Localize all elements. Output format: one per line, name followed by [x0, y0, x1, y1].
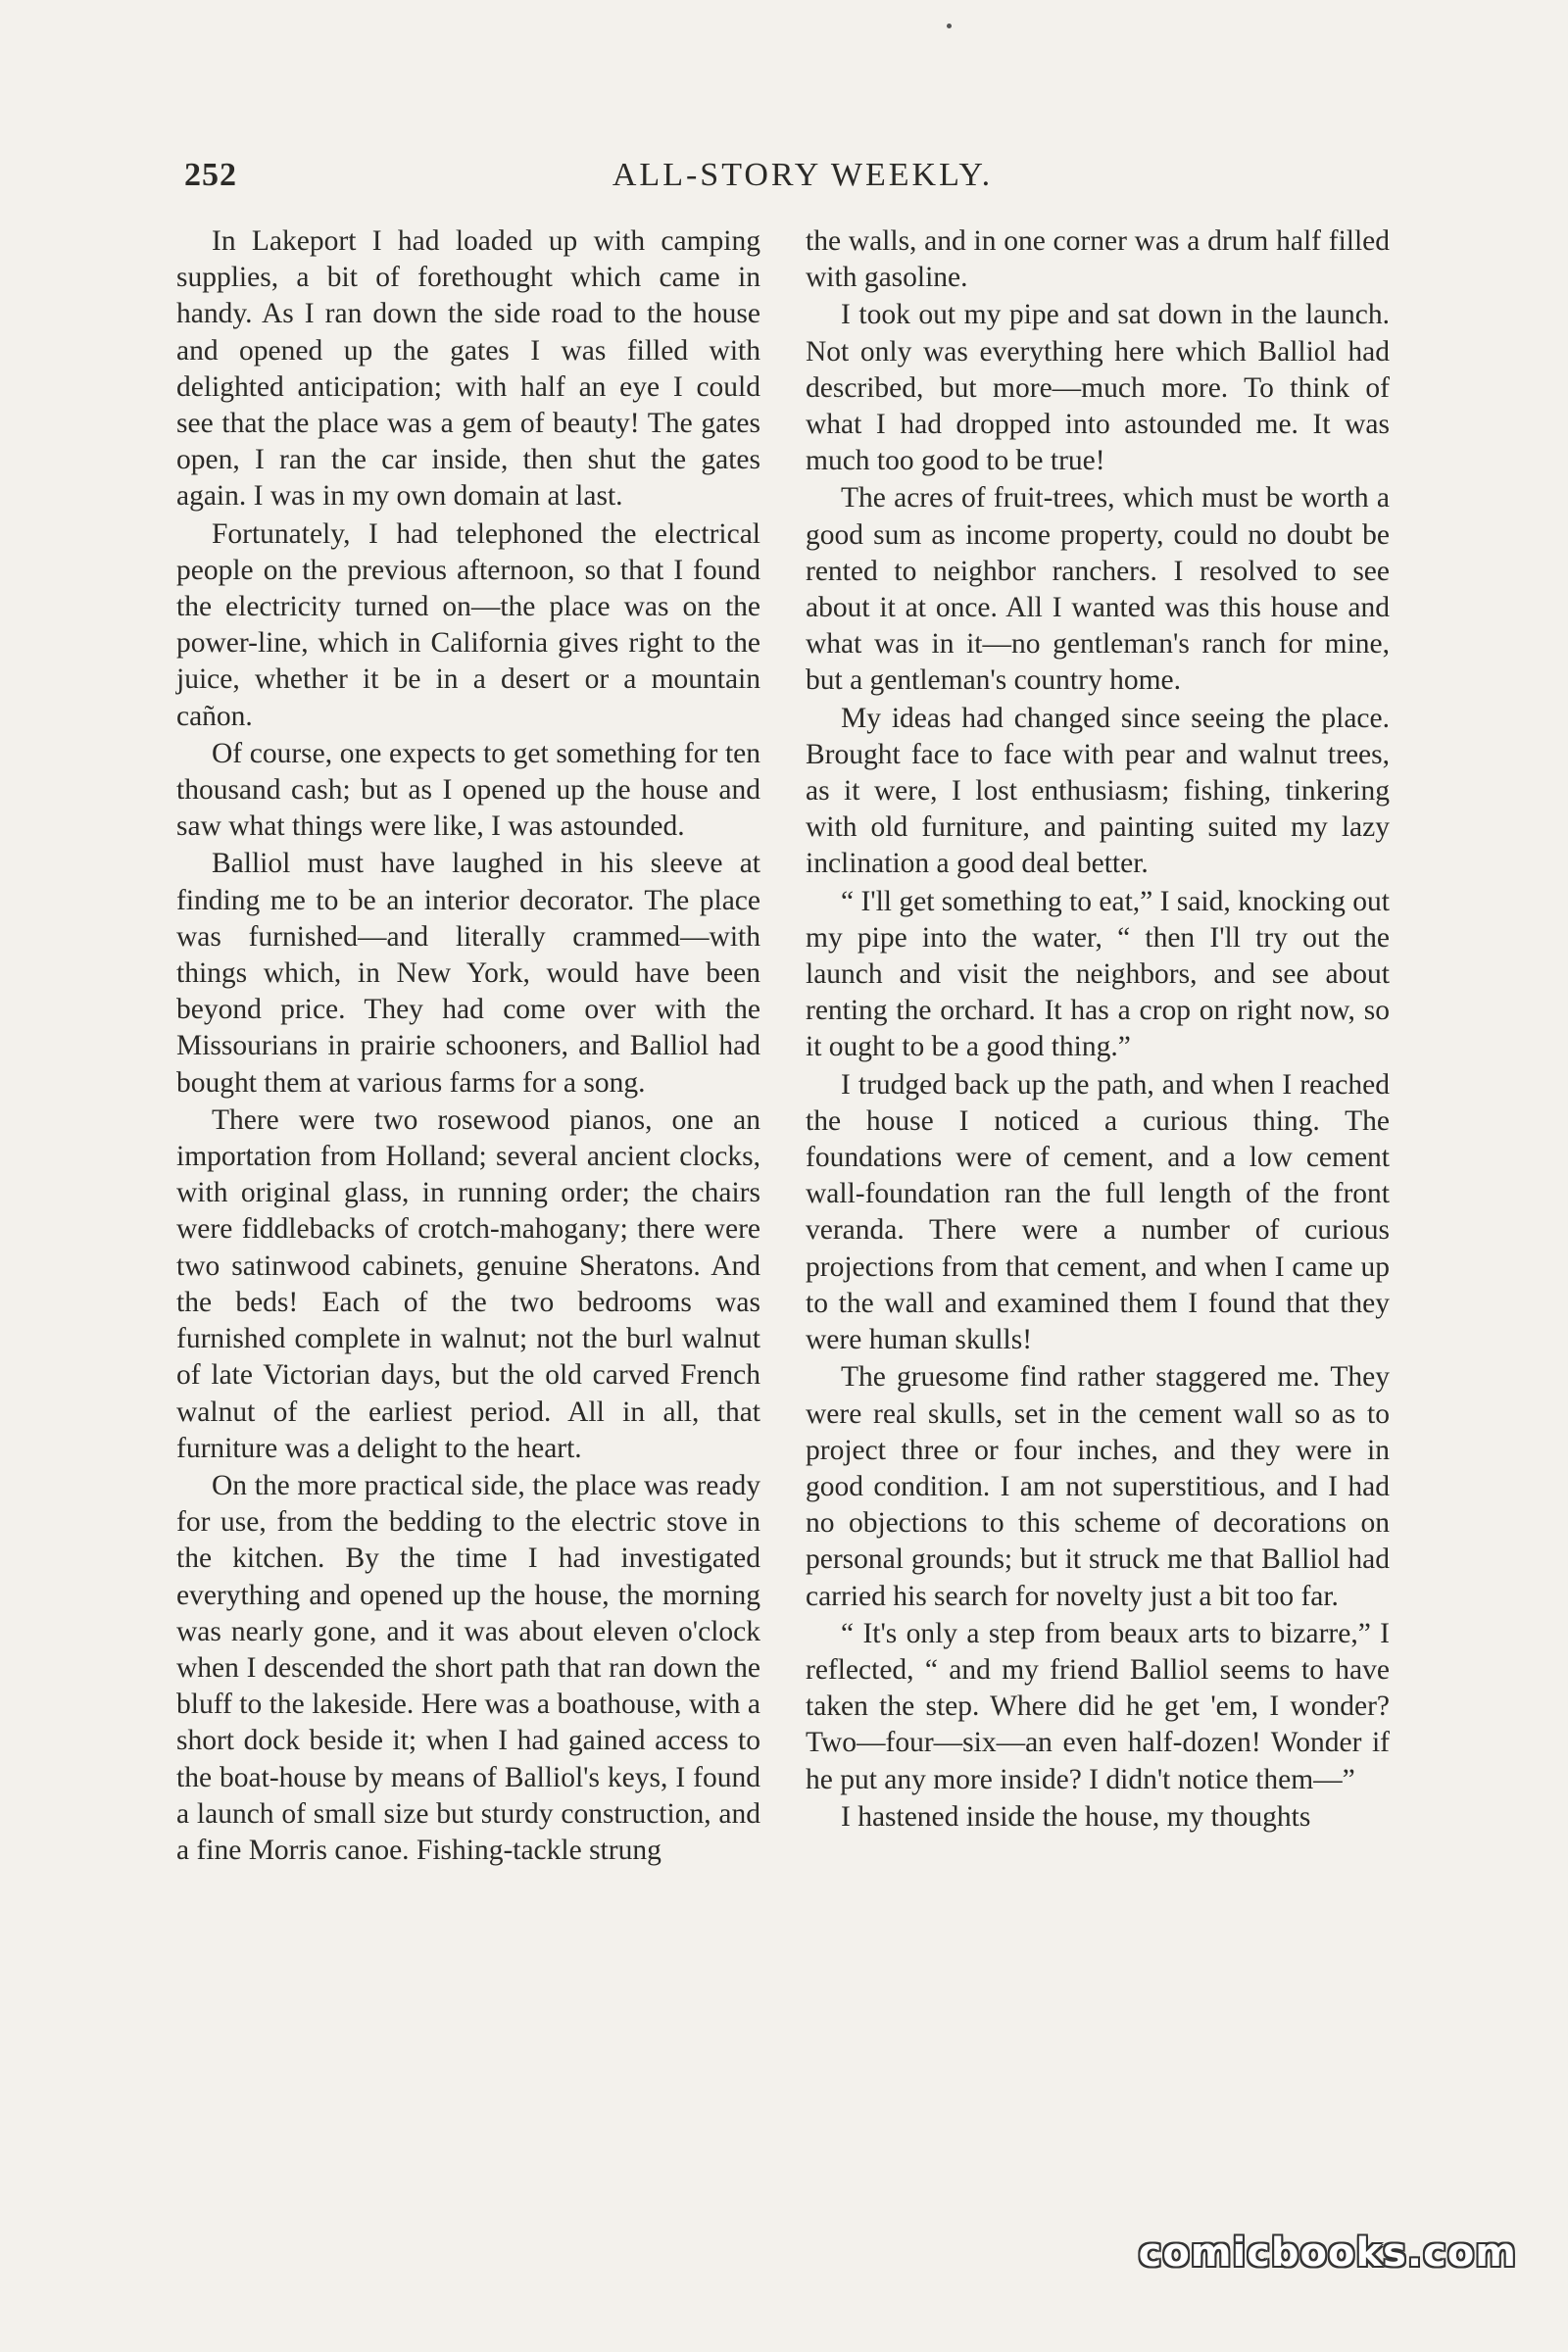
paragraph: There were two rosewood pianos, one an importation from Holland; several ancient clocks, with original glass, in running order; the chairs were fiddlebacks of crotch-mahogany; there were two satinwood cabinets, genuine Sheratons. And the beds! Each of the two bedrooms was furnished complete in walnut; not the burl walnut of late Victorian days, but the old carved French walnut of the earliest period. All in all, that furniture was a delight to the heart. — [176, 1103, 760, 1464]
paragraph: Fortunately, I had telephoned the electrical people on the previous afternoon, so that I found the electricity turned on—the place was on the power-line, which in California gives right to the juice, whether it be in a desert or a mountain cañon. — [176, 517, 760, 732]
paragraph: Of course, one expects to get something for ten thousand cash; but as I opened up the house and saw what things were like, I was astounded. — [176, 737, 760, 843]
paragraph-continued: the walls, and in one corner was a drum half filled with gasoline. — [806, 225, 1390, 294]
paragraph: I trudged back up the path, and when I reached the house I noticed a curious thing. The foundations were of cement, and a low cement wall-foundation ran the full length of the front veranda. There were a number of curious projections from that cement, and when I came up to the wall and examined them I found that they were human skulls! — [806, 1068, 1390, 1356]
magazine-title: ALL-STORY WEEKLY. — [612, 157, 994, 193]
paragraph: I took out my pipe and sat down in the launch. Not only was everything here which Balliol had described, but more—much more. To think of what I had dropped into astounded me. It was much too good to be true! — [806, 299, 1390, 477]
paragraph: My ideas had changed since seeing the place. Brought face to face with pear and walnut trees, as it were, I lost enthusiasm; fishing, tinkering with old furniture, and painting suited my lazy inclination a good deal better. — [806, 702, 1390, 880]
paragraph: On the more practical side, the place was ready for use, from the bedding to the electric stove in the kitchen. By the time I had investigated everything and opened up the house, the morning was nearly gone, and it was about eleven o'clock when I descended the short path that ran down the bluff to the lakeside. Here was a boathouse, with a short dock beside it; when I had gained access to the boat-house by means of Balliol's keys, I found a launch of small size but sturdy construction, and a fine Morris canoe. Fishing-tackle strung — [176, 1469, 760, 1866]
text-column-right — [806, 223, 1390, 1836]
paragraph: “ I'll get something to eat,” I said, knocking out my pipe into the water, “ then I'll try out the launch and visit the neighbors, and see about renting the orchard. It has a crop on right now, so it ought to be a good thing.” — [806, 885, 1390, 1063]
watermark-logo: comicbooks.com — [1138, 2230, 1517, 2276]
paragraph: I hastened inside the house, my thoughts — [841, 1800, 1311, 1833]
paragraph: “ It's only a step from beaux arts to bizarre,” I reflected, “ and my friend Balliol seems to have taken the step. Where did he get 'em, I wonder? Two—four—six—an even half-dozen! Wonder if he put any more inside? I didn't notice them—” — [806, 1617, 1390, 1795]
paragraph: The acres of fruit-trees, which must be worth a good sum as income property, could no doubt be rented to neighbor ranchers. I resolved to see about it at once. All I wanted was this house and what was in it—no gentleman's ranch for mine, but a gentleman's country home. — [806, 482, 1390, 697]
paragraph: Balliol must have laughed in his sleeve at finding me to be an interior decorator. The place was furnished—and literally crammed—with things which, in New York, would have been beyond price. They had come over with the Missourians in prairie schooners, and Balliol had bought them at various farms for a song. — [176, 848, 760, 1099]
text-column-left — [176, 223, 760, 1869]
paragraph: The gruesome find rather staggered me. They were real skulls, set in the cement wall so as to project three or four inches, and they were in good condition. I am not superstitious, and I had no objections to this scheme of decorations on personal grounds; but it struck me that Balliol had carried his search for novelty just a bit too far. — [806, 1361, 1390, 1612]
page-number: 252 — [184, 157, 237, 193]
page-header — [184, 157, 1421, 206]
print-speck — [947, 24, 952, 28]
paragraph: In Lakeport I had loaded up with camping supplies, a bit of forethought which came in handy. As I ran down the side road to the house and opened up the gates I was filled with delighted anticipation; with half an eye I could see that the place was a gem of beauty! The gates open, I ran the car inside, then shut the gates again. I was in my own domain at last. — [176, 225, 760, 513]
